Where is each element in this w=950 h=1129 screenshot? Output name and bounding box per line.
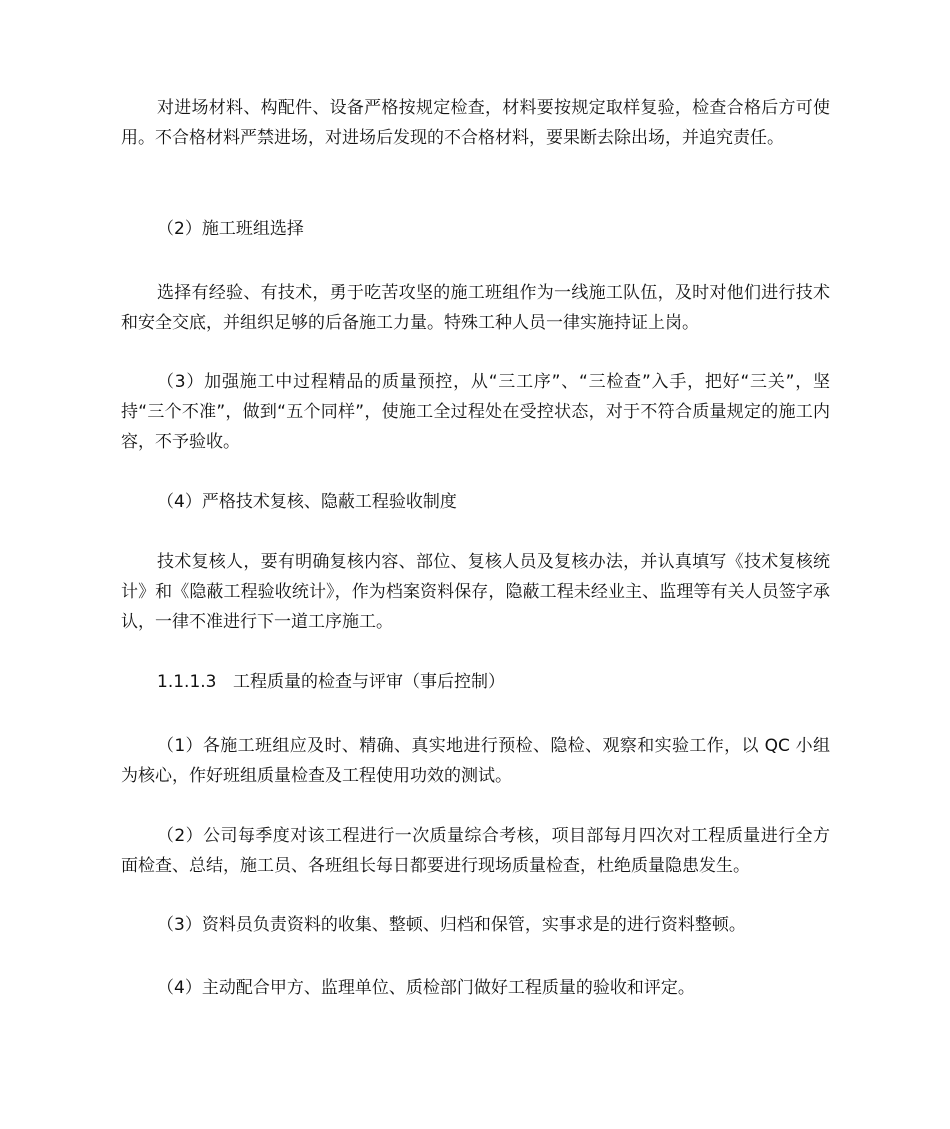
section-heading: [157, 667, 830, 697]
paragraph-quality-precontrol: （3）加强施工中过程精品的质量预控，从“三工序”、“三检查”入手，把好“三关”，坚持“三个不准”，做到“五个同样”，使施工全过程处在受控状态，对于不符合质量规定的施工内容，不予验收。: [121, 372, 830, 452]
paragraph-team-selection: 选择有经验、有技术，勇于吃苦攻坚的施工班组作为一线施工队伍，及时对他们进行技术和安全交底，并组织足够的后备施工力量。特殊工种人员一律实施持证上岗。: [121, 283, 830, 333]
section-number: 1.1.1.3: [157, 672, 217, 692]
paragraph-technical-review: 技术复核人，要有明确复核内容、部位、复核人员及复核办法，并认真填写《技术复核统计》和《隐蔽工程验收统计》，作为档案资料保存，隐蔽工程未经业主、监理等有关人员签字承认，一律不准进行下一道工序施工。: [121, 552, 830, 632]
subheading-technical-review: （4）严格技术复核、隐蔽工程验收制度: [157, 492, 457, 512]
paragraph-acceptance: （4）主动配合甲方、监理单位、质检部门做好工程质量的验收和评定。: [157, 978, 695, 998]
paragraph-documentation: （3）资料员负责资料的收集、整顿、归档和保管，实事求是的进行资料整顿。: [157, 915, 746, 935]
paragraph-company-assessment: （2）公司每季度对该工程进行一次质量综合考核，项目部每月四次对工程质量进行全方面检查、总结，施工员、各班组长每日都要进行现场质量检查，杜绝质量隐患发生。: [121, 826, 830, 876]
paragraph-material-inspection: 对进场材料、构配件、设备严格按规定检查，材料要按规定取样复验，检查合格后方可使用。不合格材料严禁进场，对进场后发现的不合格材料，要果断去除出场，并追究责任。: [121, 98, 830, 148]
paragraph-team-checks: （1）各施工班组应及时、精确、真实地进行预检、隐检、观察和实验工作，以 QC 小组为核心，作好班组质量检查及工程使用功效的测试。: [121, 736, 830, 786]
subheading-team-selection: （2）施工班组选择: [157, 219, 304, 239]
section-title: 工程质量的检查与评审（事后控制）: [233, 672, 505, 692]
